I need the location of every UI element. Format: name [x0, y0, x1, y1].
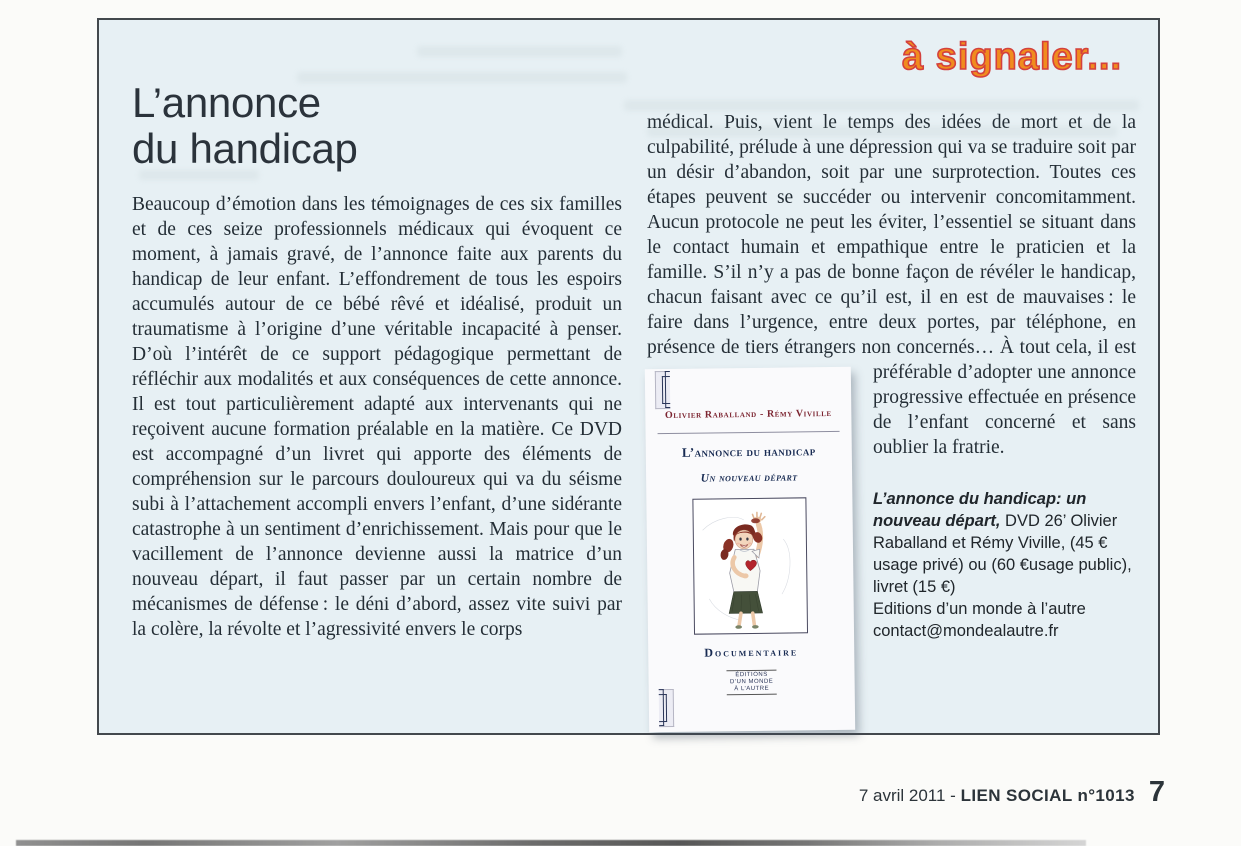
dvd-cover-case [655, 371, 845, 727]
bleedthrough-ghost [647, 126, 1117, 137]
section-label: à signaler... [902, 36, 1122, 78]
article-body-left: Beaucoup d’émotion dans les témoignages de ces six familles et de ces seize professionnels médicaux qui évoquent ce moment, à jamais gravé, de l’annonce faite aux parents du handicap de leur enfant. L’effondrement de tous les espoirs accumulés autour de ce bébé rêvé et idéalisé, produit un traumatisme à l’origine d’une véritable incapacité à penser. D’où l’intérêt de ce support pédagogique permettant de réfléchir aux modalités et aux conséquences de cette annonce. Il est tout particulièrement adapté aux intervenants qui ne reçoivent aucune formation préalable en la matière. Ce DVD est accompagné d’un livret qui apporte des éléments de compréhension sur le parcours douloureux qui va du séisme subi à l’attachement accompli envers l’enfant, d’une sidérante catastrophe à un sentiment d’enrichissement. Mais pour que le vacillement de l’annonce devienne aussi la matrice d’un nouveau départ, il faut passer par un certain nombre de mécanismes de défense : le déni d’abord, assez vite suivi par la colère, la révolte et l’agressivité envers le corps [132, 194, 622, 640]
publisher-logo: ÉDITIONS D’UN MONDE À L’AUTRE [727, 670, 777, 696]
dvd-cover-title: L’annonce du handicap [681, 443, 816, 460]
dvd-caption [873, 488, 1136, 642]
dvd-cover-authors: Olivier Raballand - Rémy Viville [664, 407, 832, 422]
footer-journal-ref: LIEN SOCIAL n°1013 [960, 786, 1135, 805]
dvd-caption-main [873, 488, 1136, 598]
divider [658, 431, 840, 434]
page-footer [859, 776, 1165, 809]
bleedthrough-ghost [139, 170, 259, 180]
girl-illustration [692, 497, 808, 634]
bleedthrough-ghost [417, 46, 622, 57]
dvd-caption-details: DVD 26’ Olivier Raballand et Rémy Viville, (45 € usage privé) ou (60 €usage public), livret (15 €) [873, 512, 1132, 596]
right-column [647, 80, 1136, 739]
dvd-cover-genre: Documentaire [704, 644, 799, 660]
scan-artifact [16, 840, 1086, 846]
article-title-line1: L’annonce [132, 79, 321, 126]
dvd-caption-publisher: Editions d’un monde à l’autre [873, 600, 1086, 618]
footer-page-number: 7 [1148, 776, 1165, 808]
dvd-cover-frame [655, 376, 845, 722]
article-title [132, 80, 622, 172]
dvd-caption-email: contact@mondealautre.fr [873, 622, 1059, 640]
article-title-line2: du handicap [132, 125, 358, 172]
dvd-cover [645, 367, 855, 732]
article-panel [97, 18, 1160, 735]
dvd-cover-subtitle: Un nouveau départ [700, 471, 798, 485]
dvd-caption-title: L’annonce du handicap: un nouveau départ, [873, 490, 1087, 530]
article-body-right-part1: médical. Puis, vient le temps des idées de mort et de la culpabilité, prélude à une dépression qui va se traduire soit par un désir d’abandon, soit par une surprotection. Toutes ces étapes peuvent se succéder ou intervenir concomitamment. Aucun protocole ne peut les éviter, l’essentiel se situant dans le contact humain et empathique entre le praticien et la famille. S’il n’y a pas de bonne façon de révéler le handicap, chacun faisant avec ce qu’il est, il en est de mauvaises : le faire dans l’urgence, entre deux portes, par téléphone, en présence de tiers étrangers non concernés… À tout [647, 112, 1136, 358]
footer-date: 7 avril 2011 - [858, 786, 961, 805]
article-body-right-part2: cela, il est préférable d’adopter une annonce progressive effectuée en présence de l’enfant concerné et sans oublier la fratrie. [873, 337, 1136, 458]
bleedthrough-ghost [297, 72, 627, 83]
bleedthrough-ghost [624, 100, 1139, 111]
